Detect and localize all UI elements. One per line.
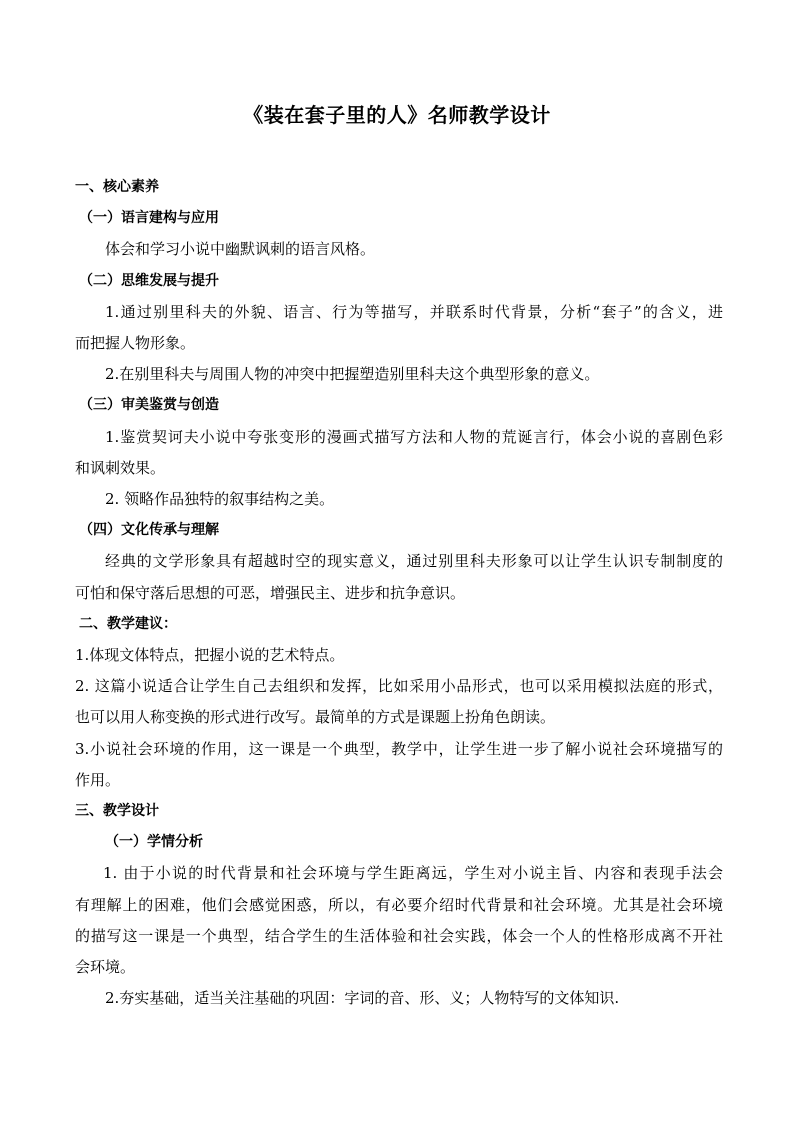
paragraph-culture-line-2: 可怕和保守落后思想的可恶，增强民主、进步和抗争意识。: [75, 583, 466, 602]
analysis-1-line-3: 的描写这一课是一个典型，结合学生的生活体验和社会实践，体会一个人的性格形成离不开社: [75, 926, 723, 945]
paragraph-thinking-1-line-1: 1.通过别里科夫的外貌、语言、行为等描写，并联系时代背景，分析“套子”的含义，进: [105, 302, 723, 321]
suggestion-2-line-2: 也可以用人称变换的形式进行改写。最简单的方式是课题上扮角色朗读。: [75, 708, 556, 727]
suggestion-1: 1.体现文体特点，把握小说的艺术特点。: [75, 646, 345, 665]
section-heading-teaching-suggestions: 二、教学建议：: [79, 615, 177, 632]
subsection-heading-learner-analysis: （一）学情分析: [105, 834, 203, 851]
suggestion-3-line-1: 3.小说社会环境的作用，这一课是一个典型，教学中，让学生进一步了解小说社会环境描写的: [75, 739, 723, 758]
suggestion-3-line-2: 作用。: [75, 770, 121, 789]
subsection-heading-culture: （四）文化传承与理解: [79, 522, 219, 539]
analysis-1-line-4: 会环境。: [75, 958, 136, 977]
analysis-1-line-2: 有理解上的困难，他们会感觉困惑，所以，有必要介绍时代背景和社会环境。尤其是社会环境: [75, 895, 723, 914]
paragraph-aesthetics-1-line-2: 和讽刺效果。: [75, 458, 166, 477]
analysis-2: 2.夯实基础，适当关注基础的巩固：字词的音、形、义；人物特写的文体知识.: [105, 989, 620, 1008]
paragraph-thinking-1-line-2: 而把握人物形象。: [75, 334, 196, 353]
paragraph-aesthetics-2: 2. 领略作品独特的叙事结构之美。: [105, 490, 335, 509]
paragraph-culture-line-1: 经典的文学形象具有超越时空的现实意义，通过别里科夫形象可以让学生认识专制制度的: [105, 552, 723, 571]
document-title: 《装在套子里的人》名师教学设计: [243, 103, 551, 127]
subsection-heading-thinking: （二）思维发展与提升: [79, 272, 219, 289]
suggestion-2-line-1: 2. 这篇小说适合让学生自己去组织和发挥，比如采用小品形式，也可以采用模拟法庭的形式，: [75, 677, 723, 696]
subsection-heading-language: （一）语言建构与应用: [79, 210, 219, 227]
document-body: [75, 172, 723, 1014]
analysis-1-line-1: 1. 由于小说的时代背景和社会环境与学生距离远，学生对小说主旨、内容和表现手法会: [103, 864, 723, 883]
paragraph-thinking-2: 2.在别里科夫与周围人物的冲突中把握塑造别里科夫这个典型形象的意义。: [105, 365, 600, 384]
section-heading-teaching-design: 三、教学设计: [75, 803, 159, 820]
paragraph-language: 体会和学习小说中幽默讽刺的语言风格。: [105, 240, 376, 259]
paragraph-aesthetics-1-line-1: 1.鉴赏契诃夫小说中夸张变形的漫画式描写方法和人物的荒诞言行，体会小说的喜剧色彩: [105, 427, 723, 446]
subsection-heading-aesthetics: （三）审美鉴赏与创造: [79, 397, 219, 414]
section-heading-core-literacy: 一、核心素养: [75, 179, 159, 195]
